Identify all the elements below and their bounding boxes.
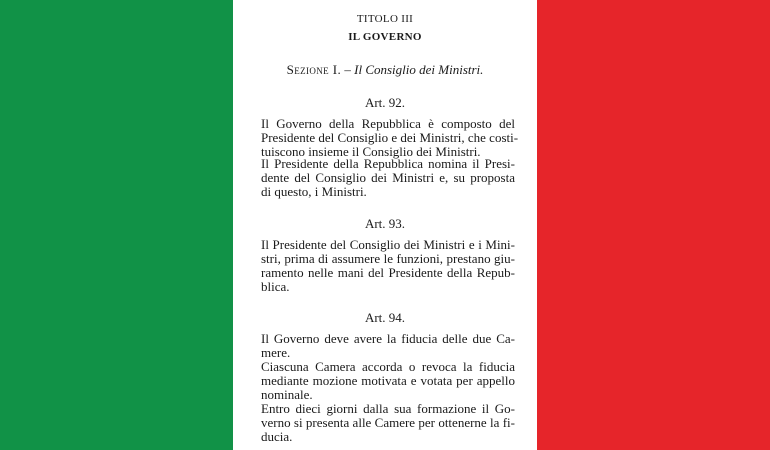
text-line: stri, prima di assumere le funzioni, prestano giu- bbox=[261, 251, 515, 266]
text-line: dente del Consiglio dei Ministri e, su proposta bbox=[261, 170, 515, 185]
flag-red-band bbox=[537, 0, 770, 450]
article-paragraph bbox=[261, 116, 519, 159]
text-line: di questo, i Ministri. bbox=[261, 184, 367, 199]
article-paragraph bbox=[261, 332, 515, 360]
section-dash: – bbox=[341, 62, 355, 77]
text-line: Presidente del Consiglio e dei Ministri, che costi- bbox=[261, 130, 519, 145]
article-label: Art. 92. bbox=[364, 95, 406, 110]
text-line: nominale. bbox=[261, 387, 313, 402]
text-line: verno si presenta alle Camere per ottenerne la fi- bbox=[261, 415, 515, 430]
text-line: Il Presidente del Consiglio dei Ministri e i Mini- bbox=[261, 237, 515, 252]
constitution-text-page bbox=[233, 0, 537, 450]
title-heading: TITOLO III bbox=[356, 13, 414, 25]
subtitle-heading: IL GOVERNO bbox=[348, 31, 422, 43]
article-paragraph bbox=[261, 238, 515, 294]
article-paragraph bbox=[261, 402, 515, 444]
section-label: Sezione I. bbox=[286, 62, 342, 77]
article-paragraph bbox=[261, 360, 515, 402]
text-line: Entro dieci giorni dalla sua formazione il Go- bbox=[261, 401, 515, 416]
article-label: Art. 94. bbox=[364, 310, 406, 325]
text-line: mediante mozione motivata e votata per appello bbox=[261, 373, 515, 388]
text-line: Ciascuna Camera accorda o revoca la fiducia bbox=[261, 359, 515, 374]
flag-green-band bbox=[0, 0, 233, 450]
text-line: mere. bbox=[261, 345, 291, 360]
text-line: Il Governo deve avere la fiducia delle due Ca- bbox=[261, 331, 515, 346]
article-paragraph bbox=[261, 157, 515, 199]
text-line: tuiscono insieme il Consiglio dei Ministri. bbox=[261, 144, 481, 159]
text-line: Il Presidente della Repubblica nomina il Presi- bbox=[261, 156, 515, 171]
text-line: ramento nelle mani del Presidente della Repub- bbox=[261, 265, 515, 280]
text-line: blica. bbox=[261, 279, 290, 294]
article-label: Art. 93. bbox=[364, 216, 406, 231]
text-line: Il Governo della Repubblica è composto del bbox=[261, 116, 515, 131]
text-line: ducia. bbox=[261, 429, 293, 444]
section-heading bbox=[233, 63, 537, 77]
section-name: Il Consiglio dei Ministri. bbox=[354, 62, 484, 77]
